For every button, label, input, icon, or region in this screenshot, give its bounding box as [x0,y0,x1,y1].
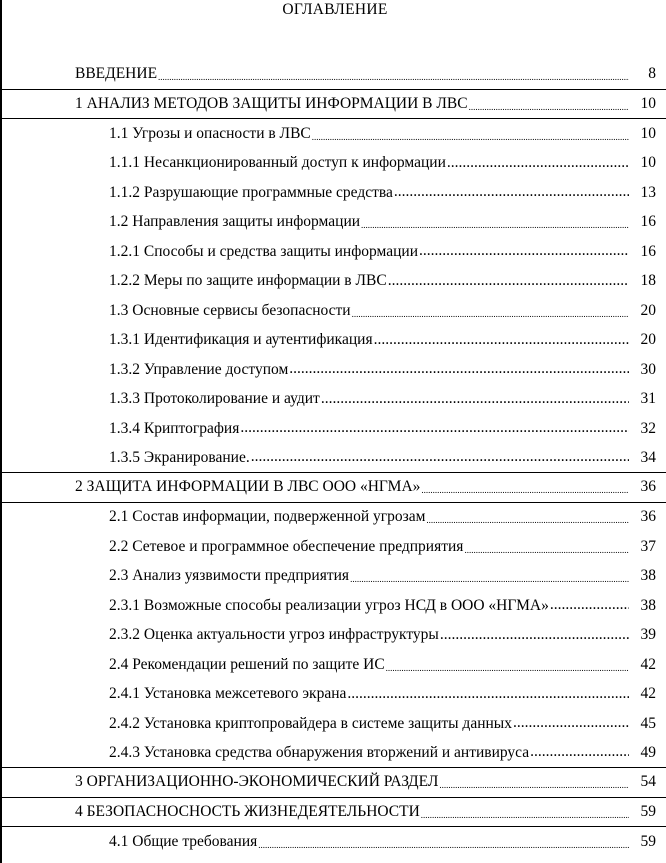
toc-entry-title: 2.4 Рекомендации решений по защите ИС [109,655,385,673]
toc-page-number: 42 [640,685,656,703]
toc-entry-title: 1 АНАЛИЗ МЕТОДОВ ЗАЩИТЫ ИНФОРМАЦИИ В ЛВС [75,94,468,112]
toc-entry-title: 2.4.3 Установка средства обнаружения вторжений и антивируса [109,743,530,761]
toc-page-number: 36 [640,508,656,526]
toc-leader-dots [240,419,629,438]
toc-entry [2,739,666,769]
toc-entry-title: 1.2 Направления защиты информации [109,213,361,231]
toc-leader-dots [447,154,629,173]
toc-page-number: 16 [640,242,656,260]
toc-entry [2,709,666,739]
toc-entry [2,60,666,90]
toc-page-number: 8 [648,65,656,83]
toc-entry-title: 2.2 Сетевое и программное обеспечение предприятия [109,537,464,555]
toc-entry-title: 1.2.1 Способы и средства защиты информации [109,242,418,260]
toc-page-number: 34 [640,448,656,466]
toc-page-number: 45 [640,714,656,732]
toc-page-number: 59 [640,832,656,850]
toc-page-number: 54 [640,773,656,791]
toc-entry [2,532,666,562]
toc-entry-title: 2.4.2 Установка криптопровайдера в системе защиты данных [109,714,512,732]
toc-page-number: 20 [640,331,656,349]
toc-page-number: 39 [640,626,656,644]
toc-leader-dots [440,626,629,645]
toc-leader-dots [251,448,629,467]
toc-entry [2,591,666,621]
toc-entry [2,326,666,356]
toc-entry [2,296,666,326]
toc-page-number: 38 [640,567,656,585]
toc-leader-dots [439,776,629,788]
toc-page-number: 38 [640,596,656,614]
toc-entry-title: 1.1.2 Разрушающие программные средства [109,183,393,201]
toc-page-number: 31 [640,390,656,408]
toc-entry [2,414,666,444]
toc-entry-title: 1.1 Угрозы и опасности в ЛВС [109,124,311,142]
toc-entry-title: 1.3.2 Управление доступом [109,360,289,378]
toc-leader-dots [312,128,629,140]
toc-leader-dots [321,390,629,409]
toc-page-number: 37 [640,537,656,555]
toc-entry-title: 1.3.4 Криптография [109,419,240,437]
toc-leader-dots [513,714,629,733]
toc-entry-title: 2 ЗАЩИТА ИНФОРМАЦИИ В ЛВС ООО «НГМА» [75,478,421,496]
toc-leader-dots [289,360,629,379]
toc-entry [2,503,666,533]
toc-page-number: 13 [640,183,656,201]
toc-entry [2,267,666,297]
toc-entry [2,650,666,680]
toc-page-number: 36 [640,478,656,496]
toc-page-number: 42 [640,655,656,673]
toc-entry [2,444,666,474]
toc-page-number: 10 [640,94,656,112]
toc-leader-dots [352,305,629,317]
toc-entry [2,798,666,828]
toc-entry-title: ВВЕДЕНИЕ [75,65,158,83]
toc-page-number: 20 [640,301,656,319]
toc-leader-dots [419,242,629,261]
toc-entry-title: 1.1.1 Несанкционированный доступ к информации [109,154,446,172]
toc-entry-title: 3 ОРГАНИЗАЦИОННО-ЭКОНОМИЧЕСКИЙ РАЗДЕЛ [75,773,439,791]
toc-leader-dots [350,570,629,582]
toc-entry [2,208,666,238]
toc-leader-dots [374,331,629,350]
toc-leader-dots [386,659,629,671]
toc-entry-title: 4.1 Общие требования [109,832,258,850]
toc-leader-dots [464,541,629,553]
toc-entry-title: 2.1 Состав информации, подверженной угрозам [109,508,426,526]
toc-entry-title: 1.3.1 Идентификация и аутентификация [109,331,373,349]
toc-page-number: 32 [640,419,656,437]
toc-entry-title: 1.2.2 Меры по защите информации в ЛВС [109,272,387,290]
toc-entry-title: 1.3.3 Протоколирование и аудит [109,390,320,408]
toc-page-number: 18 [640,272,656,290]
toc-entry-title: 2.3 Анализ уязвимости предприятия [109,567,350,585]
toc-leader-dots [469,98,629,110]
toc-page-number: 30 [640,360,656,378]
toc-title: ОГЛАВЛЕНИЕ [282,1,388,18]
toc-leader-dots [361,216,629,228]
toc-entry-title: 2.3.2 Оценка актуальности угроз инфраструктуры [109,626,439,644]
toc-list [2,60,666,857]
toc-entry [2,237,666,267]
toc-entry [2,768,666,798]
toc-page-number: 10 [640,124,656,142]
toc-entry [2,355,666,385]
toc-leader-dots [388,272,629,291]
toc-entry [2,680,666,710]
toc-page-number: 59 [640,802,656,820]
toc-leader-dots [421,481,629,493]
toc-entry [2,178,666,208]
toc-leader-dots [258,836,629,848]
toc-entry-title: 2.3.1 Возможные способы реализации угроз НСД в ООО «НГМА» [109,596,549,614]
toc-leader-dots [426,511,629,523]
toc-entry [2,473,666,503]
toc-page-number: 49 [640,743,656,761]
toc-leader-dots [158,68,629,80]
toc-leader-dots [421,806,629,818]
toc-entry [2,149,666,179]
toc-entry-title: 1.3 Основные сервисы безопасности [109,301,351,319]
toc-leader-dots [550,596,629,615]
toc-entry [2,562,666,592]
toc-leader-dots [394,183,629,202]
toc-entry [2,119,666,149]
toc-entry-title: 2.4.1 Установка межсетевого экрана [109,685,347,703]
toc-entry [2,90,666,120]
toc-entry-title: 1.3.5 Экранирование. [109,448,250,466]
toc-entry-title: 4 БЕЗОПАСНОСНОСТЬ ЖИЗНЕДЕЯТЕЛЬНОСТИ [75,802,420,820]
toc-page-number: 10 [640,154,656,172]
toc-page-number: 16 [640,213,656,231]
toc-entry [2,621,666,651]
toc-leader-dots [347,685,629,704]
toc-leader-dots [530,743,629,762]
toc-entry [2,827,666,857]
toc-entry [2,385,666,415]
